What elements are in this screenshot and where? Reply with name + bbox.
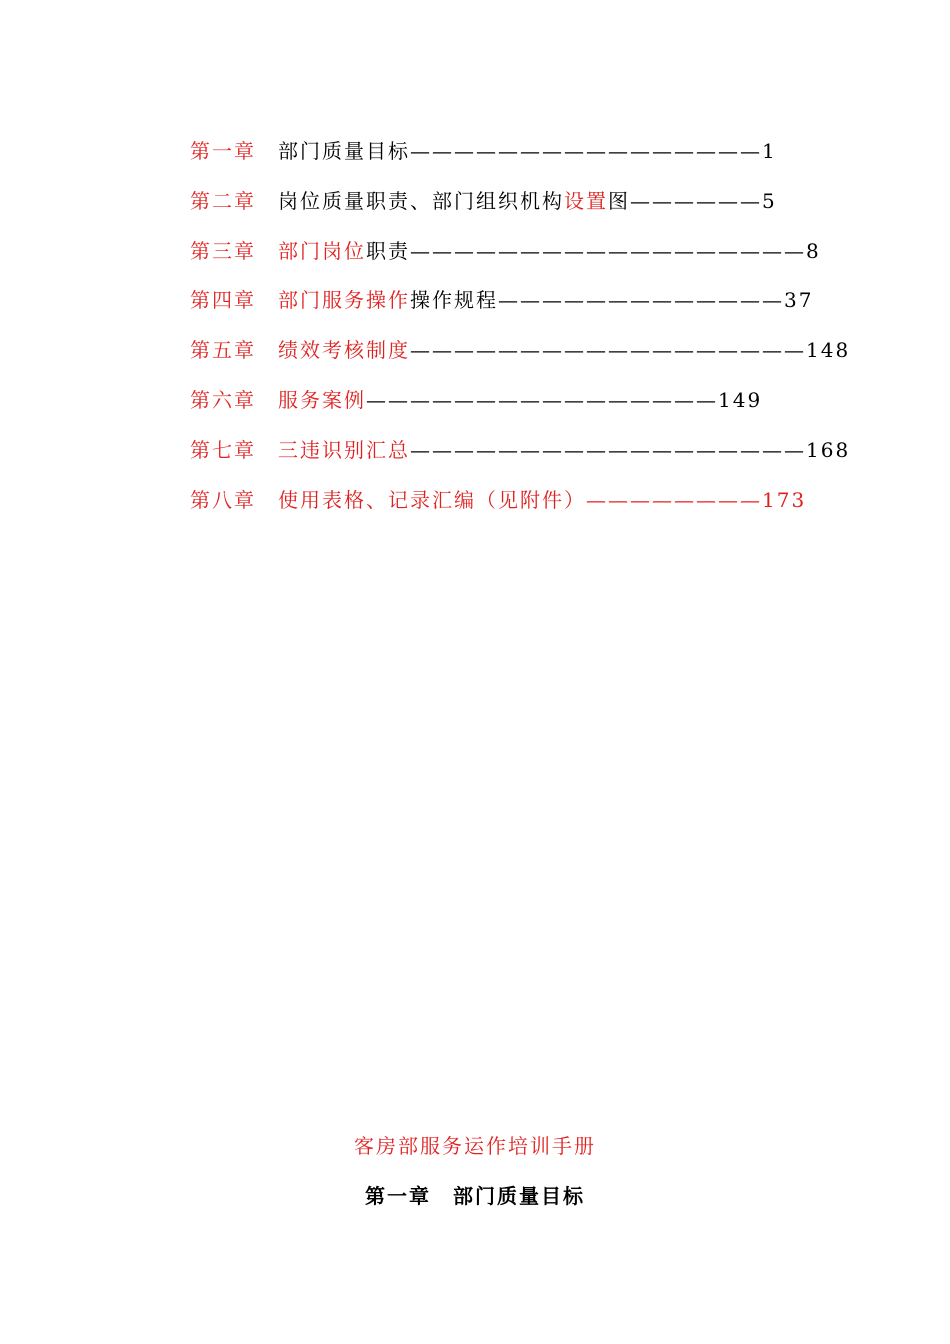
toc-chapter-number: 第一章 [190,139,256,163]
toc-title: 操作规程 [410,288,498,313]
toc-row-6[interactable] [190,385,830,435]
toc-title-highlight: 设置 [564,188,608,213]
toc-chapter-number: 第三章 [190,238,256,263]
toc-row-1[interactable] [190,136,830,186]
toc-leader-page: ——————————————————8 [410,238,821,263]
toc-row-8[interactable] [190,485,830,535]
toc-title-highlight: 绩效考核制度 [278,338,410,363]
toc-chapter-number: 第二章 [190,188,256,213]
toc-title: 岗位质量职责、部门组织机构 [278,188,564,213]
toc-chapter-number: 第六章 [190,387,256,412]
toc-title-highlight: 部门岗位 [278,238,366,263]
toc-leader-page: ————————————————149 [366,387,763,412]
toc-title-highlight: 服务案例 [278,387,366,412]
toc-leader-page: ——————————————————148 [410,338,851,363]
toc-leader-page: ————————————————1 [410,139,777,163]
toc-title: 职责 [366,238,410,263]
toc-chapter-number: 第四章 [190,288,256,313]
toc-row-4[interactable] [190,285,830,335]
toc-row-2[interactable] [190,186,830,236]
toc-chapter-number: 第七章 [190,437,256,462]
toc-title: 部门质量目标 [278,139,410,163]
page-header-title: 客房部服务运作培训手册 [354,1134,596,1158]
toc-leader-page: ——————————————————168 [410,437,851,462]
toc-leader-page: —————————————37 [498,288,814,313]
toc-row-7[interactable] [190,435,851,485]
table-of-contents [190,136,851,534]
toc-row-3[interactable] [190,236,830,286]
toc-chapter-number: 第五章 [190,338,256,363]
chapter-heading: 第一章 部门质量目标 [365,1184,585,1208]
toc-leader-page: 图——————5 [608,188,777,213]
toc-title-highlight: 部门服务操作 [278,288,410,313]
toc-title-highlight: 使用表格、记录汇编（见附件）————————173 [278,487,807,512]
toc-chapter-number: 第八章 [190,487,256,512]
toc-title-highlight: 三违识别汇总 [278,437,410,462]
toc-row-5[interactable] [190,335,851,385]
